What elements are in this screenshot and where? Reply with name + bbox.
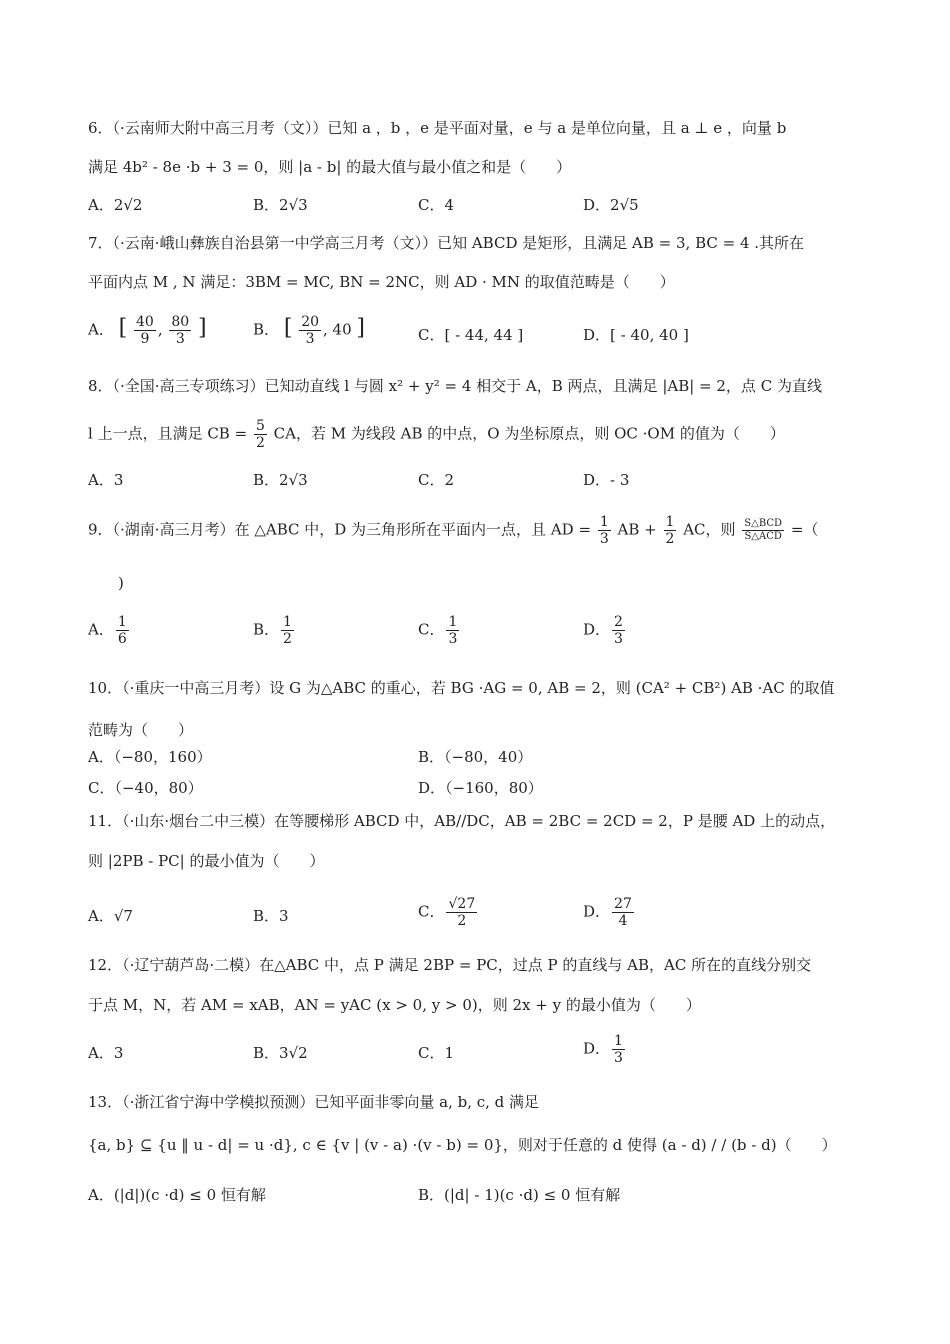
q11-option-d: D． $\frac{27}{4}$ [583,896,632,929]
q7-option-a-label: A． [88,320,114,339]
q6-option-a: A．2√2 [88,196,143,214]
q11-option-c: C． $\frac{√27}{2}$ [418,896,476,929]
fraction: $\frac{1}{3}$ [614,1033,623,1066]
q6-option-b: B．2√3 [253,196,308,214]
fraction: $\frac{1}{3}$ [448,614,458,647]
q7-option-b: B． [ $\frac{20}{3}$ , 40 ] [253,314,366,347]
q12-option-c: C．1 [418,1044,455,1062]
question-11-line-1: 11．（·山东·烟台二中三模）在等腰梯形 ABCD 中，AB//DC，AB = 2BC = 2CD = 2，P 是腰 AD 上的动点， [88,812,836,830]
q10-option-a: A．（−80，160） [88,748,212,766]
fraction: $\frac{5}{2}$ [255,418,265,451]
q8-option-c: C．2 [418,471,455,489]
q13-option-b: B．(|d| - 1)(c ·d) ≤ 0 恒有解 [418,1186,621,1204]
question-13-line-2: {a, b} ⊆ {u ‖ u - d| = u ·d}, c ∈ {v | (v - a) ·(v - b) = 0}，则对于任意的 d 使得 (a - d) / / (b - d)（ ） [88,1136,837,1154]
area-ratio-fraction: $\frac{\text{S△BCD}}{\text{S△ACD}}$ [744,518,783,542]
q7-option-a: A． [ $\frac{40}{9}$ , $\frac{80}{3}$ ] [88,314,207,347]
fraction: $\frac{2}{3}$ [614,614,623,647]
question-12-line-1: 12．（·辽宁葫芦岛·二模）在△ABC 中，点 P 满足 2BP = PC，过点 P 的直线与 AB，AC 所在的直线分别交 [88,956,812,974]
q7-option-b-label: B． [253,320,280,339]
fraction: $\frac{1}{6}$ [117,614,127,647]
q10-option-c: C．（−40，80） [88,779,203,797]
q8-option-d: D．- 3 [583,471,630,489]
fraction: $\frac{√27}{2}$ [448,896,476,929]
question-8-line-1: 8．（·全国·高三专项练习）已知动直线 l 与圆 x² + y² = 4 相交于 A，B 两点，且满足 |AB| = 2，点 C 为直线 [88,377,822,395]
fraction: $\frac{1}{2}$ [283,614,292,647]
fraction: $\frac{20}{3}$ [301,314,320,347]
fraction: $\frac{27}{4}$ [614,896,632,929]
q11-option-b: B．3 [253,907,289,925]
q11-option-a: A．√7 [88,907,133,925]
question-10-line-2: 范畴为（ ） [88,721,194,739]
q7-option-d: D．[ - 40, 40 ] [583,326,689,344]
q12-option-d: D． $\frac{1}{3}$ [583,1033,623,1066]
q12-option-b: B．3√2 [253,1044,308,1062]
question-7-line-2: 平面内点 M , N 满足：3BM = MC, BN = 2NC，则 AD · MN 的取值范畴是（ ） [88,273,675,291]
q9-option-d: D． $\frac{2}{3}$ [583,614,623,647]
question-13-line-1: 13．（·浙江省宁海中学模拟预测）已知平面非零向量 a, b, c, d 满足 [88,1093,540,1111]
question-12-line-2: 于点 M，N，若 AM = xAB，AN = yAC (x > 0, y > 0)，则 2x + y 的最小值为（ ） [88,996,701,1014]
fraction: $\frac{1}{2}$ [665,514,675,547]
q6-option-c: C．4 [418,196,455,214]
fraction: $\frac{40}{9}$ [136,314,154,347]
q8-option-b: B．2√3 [253,471,308,489]
question-7-line-1: 7．（·云南·峨山彝族自治县第一中学高三月考（文））已知 ABCD 是矩形，且满足 AB = 3, BC = 4 .其所在 [88,234,805,252]
question-8-line-2: l 上一点，且满足 CB = $\frac{5}{2}$ CA，若 M 为线段 AB 的中点，O 为坐标原点，则 OC ·OM 的值为（ ） [88,418,785,451]
q7-option-c: C．[ - 44, 44 ] [418,326,524,344]
q10-option-d: D．（−160，80） [418,779,543,797]
question-6-line-1: 6．（·云南师大附中高三月考（文））已知 a ，b ，e 是平面对量，e 与 a 是单位向量，且 a ⊥ e ，向量 b [88,119,787,137]
question-11-line-2: 则 |2PB - PC| 的最小值为（ ） [88,852,325,870]
q9-option-b: B． $\frac{1}{2}$ [253,614,292,647]
q12-option-a: A．3 [88,1044,124,1062]
fraction: $\frac{80}{3}$ [171,314,190,347]
question-9-line-1: 9．（·湖南·高三月考）在 △ABC 中，D 为三角形所在平面内一点，且 AD = $\frac{1}{3}$ AB + $\frac{1}{2}$ AC，则 $\frac{\text{S△BCD}}{\text{S△ACD}}$ =（ [88,514,819,547]
q8-option-a: A．3 [88,471,124,489]
question-6-line-2: 满足 4b² - 8e ·b + 3 = 0，则 |a - b| 的最大值与最小值之和是（ ） [88,158,572,176]
q10-option-b: B．（−80，40） [418,748,533,766]
q9-option-a: A． $\frac{1}{6}$ [88,614,127,647]
q13-option-a: A．(|d|)(c ·d) ≤ 0 恒有解 [88,1186,266,1204]
q9-option-c: C． $\frac{1}{3}$ [418,614,458,647]
q6-option-d: D．2√5 [583,196,639,214]
fraction: $\frac{1}{3}$ [599,514,609,547]
question-9-line-2: ) [118,574,124,592]
question-10-line-1: 10．（·重庆一中高三月考）设 G 为△ABC 的重心，若 BG ·AG = 0, AB = 2，则 (CA² + CB²) AB ·AC 的取值 [88,679,835,697]
